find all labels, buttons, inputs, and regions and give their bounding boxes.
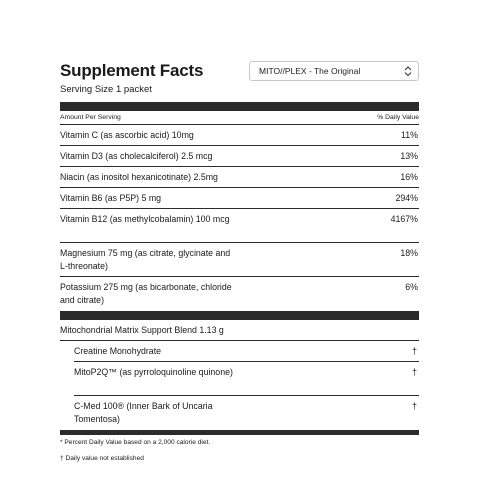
nutrient-dv: 294%: [395, 193, 418, 203]
footnote-percent-dv: * Percent Daily Value based on a 2,000 calorie diet.: [60, 439, 211, 446]
col-amount-per-serving: Amount Per Serving: [60, 114, 121, 121]
nutrient-name: Niacin (as inositol hexanicotinate) 2.5mg: [60, 172, 218, 182]
nutrient-name: Vitamin B12 (as methylcobalamin) 100 mcg: [60, 214, 230, 224]
blend-item: [74, 341, 419, 362]
divider-thick: [60, 102, 419, 111]
product-select-value: MITO//PLEX - The Original: [259, 66, 361, 76]
table-row: [60, 167, 419, 188]
divider-thick: [60, 311, 419, 320]
nutrient-dv: 16%: [400, 172, 418, 182]
blend-header: Mitochondrial Matrix Support Blend 1.13 g: [60, 320, 419, 341]
blend-item-name: Creatine Monohydrate: [74, 346, 162, 356]
product-select[interactable]: [249, 61, 419, 81]
table-row: [60, 146, 419, 167]
footnote-dagger: † Daily value not established: [60, 455, 144, 462]
nutrient-name: Potassium 275 mg (as bicarbonate, chloride and citrate): [60, 282, 232, 305]
nutrient-dv: 4167%: [390, 214, 418, 224]
col-daily-value: % Daily Value: [377, 114, 419, 121]
nutrient-dv: 6%: [405, 282, 418, 292]
table-row: [60, 277, 419, 311]
blend-item: [74, 396, 419, 430]
blend-item-name: C-Med 100® (Inner Bark of Uncaria Tomentosa): [74, 401, 213, 424]
table-row: [60, 243, 419, 277]
blend-item: [74, 362, 419, 396]
dagger-mark: †: [411, 401, 417, 411]
updown-chevron-icon: [404, 64, 412, 78]
nutrient-dv: 11%: [401, 130, 418, 140]
nutrient-name: Vitamin B6 (as P5P) 5 mg: [60, 193, 162, 203]
nutrient-name: Vitamin D3 (as cholecalciferol) 2.5 mcg: [60, 151, 213, 161]
table-row: [60, 209, 419, 243]
divider-medium: [60, 430, 419, 435]
column-header: [60, 111, 419, 125]
nutrient-name: Vitamin C (as ascorbic acid) 10mg: [60, 130, 194, 140]
header: [60, 60, 419, 102]
nutrient-name: Magnesium 75 mg (as citrate, glycinate and L-threonate): [60, 248, 231, 271]
nutrient-dv: 18%: [400, 248, 418, 258]
table-row: [60, 125, 419, 146]
supplement-facts-panel: [60, 60, 419, 462]
table-row: [60, 188, 419, 209]
dagger-mark: †: [411, 367, 417, 377]
blend-item-name: MitoP2Q™ (as pyrroloquinoline quinone): [74, 367, 233, 377]
dagger-mark: †: [411, 346, 417, 356]
page-title: Supplement Facts: [60, 61, 204, 80]
nutrient-dv: 13%: [400, 151, 418, 161]
serving-size: Serving Size 1 packet: [60, 84, 152, 95]
